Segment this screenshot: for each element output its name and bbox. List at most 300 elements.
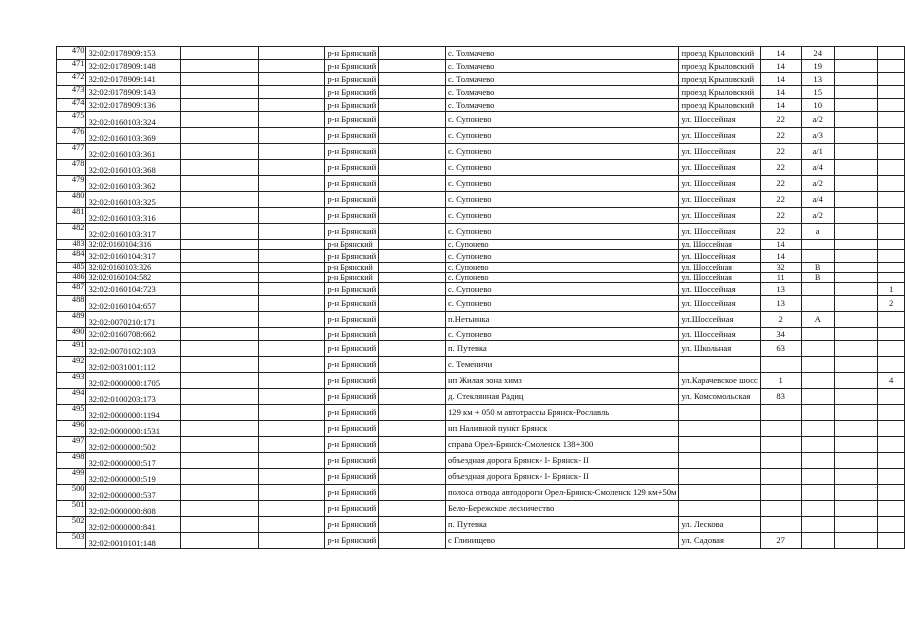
building-cell: а/2 xyxy=(801,112,834,128)
house-number-cell: 14 xyxy=(760,73,801,86)
empty-cell xyxy=(180,469,258,485)
empty-cell xyxy=(259,224,325,240)
house-number-cell xyxy=(760,405,801,421)
cadastral-number-cell: 32:02:0010101:148 xyxy=(86,533,180,549)
empty-cell xyxy=(259,469,325,485)
empty-cell xyxy=(180,296,258,312)
empty-cell xyxy=(259,517,325,533)
extra-cell xyxy=(834,312,877,328)
building-cell: а/3 xyxy=(801,128,834,144)
cadastral-number-cell: 32:02:0070210:171 xyxy=(86,312,180,328)
flat-cell xyxy=(878,421,905,437)
empty-cell xyxy=(259,73,325,86)
table-row xyxy=(57,73,905,86)
extra-cell xyxy=(834,47,877,60)
locality-cell: объездная дорога Брянск- I- Брянск- II xyxy=(445,453,679,469)
cadastral-number-cell: 32:02:0160104:657 xyxy=(86,296,180,312)
empty-cell xyxy=(379,405,446,421)
street-cell: ул. Шоссейная xyxy=(679,263,760,273)
row-number-cell: 478 xyxy=(57,160,86,176)
house-number-cell: 14 xyxy=(760,86,801,99)
table-row xyxy=(57,144,905,160)
row-number-cell: 483 xyxy=(57,240,86,250)
flat-cell xyxy=(878,389,905,405)
cadastral-number-cell: 32:02:0160103:368 xyxy=(86,160,180,176)
empty-cell xyxy=(180,60,258,73)
street-cell: ул. Шоссейная xyxy=(679,144,760,160)
house-number-cell: 83 xyxy=(760,389,801,405)
flat-cell xyxy=(878,328,905,341)
building-cell: а/1 xyxy=(801,144,834,160)
row-number-cell: 491 xyxy=(57,341,86,357)
flat-cell: 1 xyxy=(878,283,905,296)
flat-cell xyxy=(878,86,905,99)
empty-cell xyxy=(180,517,258,533)
cadastral-number-cell: 32:02:0160103:324 xyxy=(86,112,180,128)
extra-cell xyxy=(834,389,877,405)
street-cell: ул. Шоссейная xyxy=(679,192,760,208)
house-number-cell xyxy=(760,485,801,501)
empty-cell xyxy=(180,437,258,453)
row-number-cell: 503 xyxy=(57,533,86,549)
district-cell: р-н Брянский xyxy=(325,296,379,312)
house-number-cell: 32 xyxy=(760,263,801,273)
table-row xyxy=(57,250,905,263)
empty-cell xyxy=(180,160,258,176)
locality-cell: с. Супонево xyxy=(445,224,679,240)
empty-cell xyxy=(259,312,325,328)
empty-cell xyxy=(180,224,258,240)
building-cell xyxy=(801,250,834,263)
locality-cell: с. Толмачево xyxy=(445,73,679,86)
row-number-cell: 470 xyxy=(57,47,86,60)
flat-cell xyxy=(878,208,905,224)
row-number-cell: 495 xyxy=(57,405,86,421)
house-number-cell xyxy=(760,469,801,485)
cadastral-number-cell: 32:02:0160103:316 xyxy=(86,208,180,224)
street-cell xyxy=(679,469,760,485)
table-row xyxy=(57,240,905,250)
table-row xyxy=(57,405,905,421)
street-cell: ул. Шоссейная xyxy=(679,328,760,341)
building-cell: А xyxy=(801,312,834,328)
district-cell: р-н Брянский xyxy=(325,144,379,160)
locality-cell: с. Супонево xyxy=(445,263,679,273)
empty-cell xyxy=(259,112,325,128)
street-cell: ул. Шоссейная xyxy=(679,224,760,240)
street-cell: ул.Шоссейная xyxy=(679,312,760,328)
empty-cell xyxy=(180,501,258,517)
locality-cell: с. Супонево xyxy=(445,250,679,263)
house-number-cell: 14 xyxy=(760,99,801,112)
empty-cell xyxy=(379,160,446,176)
house-number-cell: 22 xyxy=(760,192,801,208)
empty-cell xyxy=(259,485,325,501)
locality-cell: справа Орел-Брянск-Смоленск 138+300 xyxy=(445,437,679,453)
flat-cell xyxy=(878,485,905,501)
row-number-cell: 472 xyxy=(57,73,86,86)
building-cell xyxy=(801,485,834,501)
table-row xyxy=(57,176,905,192)
flat-cell xyxy=(878,240,905,250)
row-number-cell: 498 xyxy=(57,453,86,469)
empty-cell xyxy=(180,312,258,328)
extra-cell xyxy=(834,485,877,501)
table-row xyxy=(57,160,905,176)
locality-cell: 129 км + 050 м автотрассы Брянск-Рославль xyxy=(445,405,679,421)
empty-cell xyxy=(180,357,258,373)
locality-cell: с. Супонево xyxy=(445,273,679,283)
table-row xyxy=(57,453,905,469)
house-number-cell xyxy=(760,501,801,517)
extra-cell xyxy=(834,296,877,312)
extra-cell xyxy=(834,192,877,208)
building-cell xyxy=(801,357,834,373)
building-cell: 13 xyxy=(801,73,834,86)
street-cell: ул. Шоссейная xyxy=(679,160,760,176)
empty-cell xyxy=(379,250,446,263)
house-number-cell: 13 xyxy=(760,296,801,312)
locality-cell: с. Супонево xyxy=(445,283,679,296)
empty-cell xyxy=(180,273,258,283)
empty-cell xyxy=(379,312,446,328)
district-cell: р-н Брянский xyxy=(325,485,379,501)
district-cell: р-н Брянский xyxy=(325,312,379,328)
street-cell: ул. Шоссейная xyxy=(679,128,760,144)
street-cell xyxy=(679,501,760,517)
district-cell: р-н Брянский xyxy=(325,357,379,373)
empty-cell xyxy=(180,128,258,144)
table-row xyxy=(57,357,905,373)
district-cell: р-н Брянский xyxy=(325,389,379,405)
house-number-cell: 22 xyxy=(760,128,801,144)
district-cell: р-н Брянский xyxy=(325,224,379,240)
cadastral-number-cell: 32:02:0160103:361 xyxy=(86,144,180,160)
row-number-cell: 486 xyxy=(57,273,86,283)
street-cell: ул. Шоссейная xyxy=(679,240,760,250)
empty-cell xyxy=(180,453,258,469)
table-row xyxy=(57,421,905,437)
row-number-cell: 501 xyxy=(57,501,86,517)
row-number-cell: 493 xyxy=(57,373,86,389)
building-cell: а/4 xyxy=(801,160,834,176)
row-number-cell: 477 xyxy=(57,144,86,160)
district-cell: р-н Брянский xyxy=(325,86,379,99)
row-number-cell: 497 xyxy=(57,437,86,453)
street-cell: ул. Шоссейная xyxy=(679,296,760,312)
empty-cell xyxy=(180,389,258,405)
table-row xyxy=(57,517,905,533)
locality-cell: с. Толмачево xyxy=(445,86,679,99)
flat-cell xyxy=(878,176,905,192)
empty-cell xyxy=(379,501,446,517)
empty-cell xyxy=(379,99,446,112)
house-number-cell: 14 xyxy=(760,240,801,250)
extra-cell xyxy=(834,73,877,86)
empty-cell xyxy=(180,176,258,192)
cadastral-number-cell: 32:02:0160103:317 xyxy=(86,224,180,240)
building-cell: В xyxy=(801,263,834,273)
extra-cell xyxy=(834,469,877,485)
house-number-cell xyxy=(760,437,801,453)
row-number-cell: 481 xyxy=(57,208,86,224)
table-row xyxy=(57,208,905,224)
table-row xyxy=(57,128,905,144)
empty-cell xyxy=(180,485,258,501)
street-cell: ул.Карачевское шосс xyxy=(679,373,760,389)
building-cell xyxy=(801,283,834,296)
locality-cell: с. Толмачево xyxy=(445,99,679,112)
row-number-cell: 489 xyxy=(57,312,86,328)
empty-cell xyxy=(259,421,325,437)
street-cell xyxy=(679,453,760,469)
cadastral-number-cell: 32:02:0000000:502 xyxy=(86,437,180,453)
cadastral-number-cell: 32:02:0160708:662 xyxy=(86,328,180,341)
empty-cell xyxy=(379,263,446,273)
cadastral-number-cell: 32:02:0100203:173 xyxy=(86,389,180,405)
locality-cell: с. Супонево xyxy=(445,112,679,128)
street-cell: проезд Крыловский xyxy=(679,86,760,99)
table-row xyxy=(57,224,905,240)
building-cell: а/2 xyxy=(801,176,834,192)
empty-cell xyxy=(180,421,258,437)
table-row xyxy=(57,112,905,128)
row-number-cell: 492 xyxy=(57,357,86,373)
empty-cell xyxy=(259,341,325,357)
cadastral-number-cell: 32:02:0000000:1194 xyxy=(86,405,180,421)
table-row xyxy=(57,99,905,112)
flat-cell xyxy=(878,341,905,357)
building-cell xyxy=(801,240,834,250)
building-cell xyxy=(801,437,834,453)
building-cell xyxy=(801,453,834,469)
empty-cell xyxy=(379,112,446,128)
cadastral-number-cell: 32:02:0031001:112 xyxy=(86,357,180,373)
locality-cell: д. Стеклянная Радиц xyxy=(445,389,679,405)
district-cell: р-н Брянский xyxy=(325,328,379,341)
table-row xyxy=(57,341,905,357)
flat-cell xyxy=(878,405,905,421)
row-number-cell: 471 xyxy=(57,60,86,73)
district-cell: р-н Брянский xyxy=(325,60,379,73)
locality-cell: с. Супонево xyxy=(445,296,679,312)
locality-cell: с. Толмачево xyxy=(445,60,679,73)
empty-cell xyxy=(379,328,446,341)
building-cell: В xyxy=(801,273,834,283)
empty-cell xyxy=(379,60,446,73)
extra-cell xyxy=(834,250,877,263)
empty-cell xyxy=(379,176,446,192)
extra-cell xyxy=(834,144,877,160)
district-cell: р-н Брянский xyxy=(325,160,379,176)
empty-cell xyxy=(379,373,446,389)
extra-cell xyxy=(834,453,877,469)
district-cell: р-н Брянский xyxy=(325,176,379,192)
locality-cell: с. Теменичи xyxy=(445,357,679,373)
empty-cell xyxy=(180,86,258,99)
building-cell xyxy=(801,421,834,437)
table-row xyxy=(57,328,905,341)
extra-cell xyxy=(834,421,877,437)
extra-cell xyxy=(834,86,877,99)
extra-cell xyxy=(834,405,877,421)
district-cell: р-н Брянский xyxy=(325,501,379,517)
flat-cell xyxy=(878,250,905,263)
extra-cell xyxy=(834,273,877,283)
building-cell: 10 xyxy=(801,99,834,112)
street-cell xyxy=(679,437,760,453)
empty-cell xyxy=(379,389,446,405)
building-cell xyxy=(801,328,834,341)
cadastral-number-cell: 32:02:0160103:326 xyxy=(86,263,180,273)
empty-cell xyxy=(180,208,258,224)
extra-cell xyxy=(834,208,877,224)
house-number-cell: 22 xyxy=(760,224,801,240)
house-number-cell: 1 xyxy=(760,373,801,389)
table-body xyxy=(57,47,905,549)
locality-cell: нп Жилая зона химз xyxy=(445,373,679,389)
empty-cell xyxy=(379,273,446,283)
empty-cell xyxy=(379,240,446,250)
locality-cell: п.Нетьинка xyxy=(445,312,679,328)
street-cell: проезд Крыловский xyxy=(679,47,760,60)
flat-cell xyxy=(878,99,905,112)
house-number-cell xyxy=(760,421,801,437)
street-cell xyxy=(679,357,760,373)
cadastral-number-cell: 32:02:0178909:136 xyxy=(86,99,180,112)
cadastral-number-cell: 32:02:0000000:1705 xyxy=(86,373,180,389)
table-row xyxy=(57,501,905,517)
flat-cell xyxy=(878,501,905,517)
district-cell: р-н Брянский xyxy=(325,240,379,250)
extra-cell xyxy=(834,533,877,549)
building-cell: а/2 xyxy=(801,208,834,224)
district-cell: р-н Брянский xyxy=(325,250,379,263)
locality-cell: п. Путевка xyxy=(445,341,679,357)
cadastral-number-cell: 32:02:0160103:362 xyxy=(86,176,180,192)
empty-cell xyxy=(259,357,325,373)
empty-cell xyxy=(379,86,446,99)
street-cell: ул. Лескова xyxy=(679,517,760,533)
empty-cell xyxy=(259,328,325,341)
building-cell xyxy=(801,296,834,312)
flat-cell xyxy=(878,73,905,86)
street-cell: ул. Комсомольская xyxy=(679,389,760,405)
empty-cell xyxy=(180,373,258,389)
scan-speck xyxy=(875,487,876,488)
cadastral-number-cell: 32:02:0070102:103 xyxy=(86,341,180,357)
table-row xyxy=(57,373,905,389)
flat-cell xyxy=(878,60,905,73)
building-cell xyxy=(801,469,834,485)
house-number-cell: 13 xyxy=(760,283,801,296)
extra-cell xyxy=(834,283,877,296)
row-number-cell: 479 xyxy=(57,176,86,192)
building-cell: а/4 xyxy=(801,192,834,208)
district-cell: р-н Брянский xyxy=(325,73,379,86)
house-number-cell: 14 xyxy=(760,60,801,73)
empty-cell xyxy=(259,437,325,453)
cadastral-number-cell: 32:02:0160104:317 xyxy=(86,250,180,263)
flat-cell xyxy=(878,312,905,328)
street-cell xyxy=(679,421,760,437)
empty-cell xyxy=(180,405,258,421)
table-row xyxy=(57,389,905,405)
building-cell xyxy=(801,373,834,389)
empty-cell xyxy=(379,421,446,437)
empty-cell xyxy=(379,485,446,501)
empty-cell xyxy=(379,144,446,160)
empty-cell xyxy=(379,469,446,485)
empty-cell xyxy=(379,283,446,296)
district-cell: р-н Брянский xyxy=(325,437,379,453)
registry-table xyxy=(56,46,905,549)
empty-cell xyxy=(180,240,258,250)
extra-cell xyxy=(834,60,877,73)
flat-cell xyxy=(878,160,905,176)
empty-cell xyxy=(379,47,446,60)
table-row xyxy=(57,47,905,60)
building-cell: а xyxy=(801,224,834,240)
row-number-cell: 490 xyxy=(57,328,86,341)
building-cell: 24 xyxy=(801,47,834,60)
empty-cell xyxy=(259,501,325,517)
empty-cell xyxy=(259,283,325,296)
district-cell: р-н Брянский xyxy=(325,517,379,533)
cadastral-number-cell: 32:02:0178909:148 xyxy=(86,60,180,73)
locality-cell: с. Супонево xyxy=(445,176,679,192)
empty-cell xyxy=(180,283,258,296)
cadastral-number-cell: 32:02:0000000:808 xyxy=(86,501,180,517)
empty-cell xyxy=(259,99,325,112)
house-number-cell: 22 xyxy=(760,208,801,224)
extra-cell xyxy=(834,224,877,240)
row-number-cell: 500 xyxy=(57,485,86,501)
district-cell: р-н Брянский xyxy=(325,112,379,128)
empty-cell xyxy=(259,373,325,389)
row-number-cell: 475 xyxy=(57,112,86,128)
district-cell: р-н Брянский xyxy=(325,453,379,469)
empty-cell xyxy=(259,144,325,160)
row-number-cell: 502 xyxy=(57,517,86,533)
empty-cell xyxy=(180,112,258,128)
table-row xyxy=(57,60,905,73)
empty-cell xyxy=(379,224,446,240)
empty-cell xyxy=(379,357,446,373)
cadastral-number-cell: 32:02:0000000:519 xyxy=(86,469,180,485)
house-number-cell: 14 xyxy=(760,47,801,60)
house-number-cell: 2 xyxy=(760,312,801,328)
empty-cell xyxy=(259,176,325,192)
house-number-cell xyxy=(760,453,801,469)
empty-cell xyxy=(259,47,325,60)
extra-cell xyxy=(834,341,877,357)
flat-cell: 2 xyxy=(878,296,905,312)
empty-cell xyxy=(379,533,446,549)
district-cell: р-н Брянский xyxy=(325,469,379,485)
row-number-cell: 476 xyxy=(57,128,86,144)
district-cell: р-н Брянский xyxy=(325,373,379,389)
cadastral-number-cell: 32:02:0160104:723 xyxy=(86,283,180,296)
house-number-cell: 34 xyxy=(760,328,801,341)
cadastral-number-cell: 32:02:0000000:537 xyxy=(86,485,180,501)
locality-cell: п. Путевка xyxy=(445,517,679,533)
locality-cell: с. Толмачево xyxy=(445,47,679,60)
empty-cell xyxy=(259,240,325,250)
district-cell: р-н Брянский xyxy=(325,128,379,144)
empty-cell xyxy=(379,128,446,144)
locality-cell: с. Супонево xyxy=(445,192,679,208)
